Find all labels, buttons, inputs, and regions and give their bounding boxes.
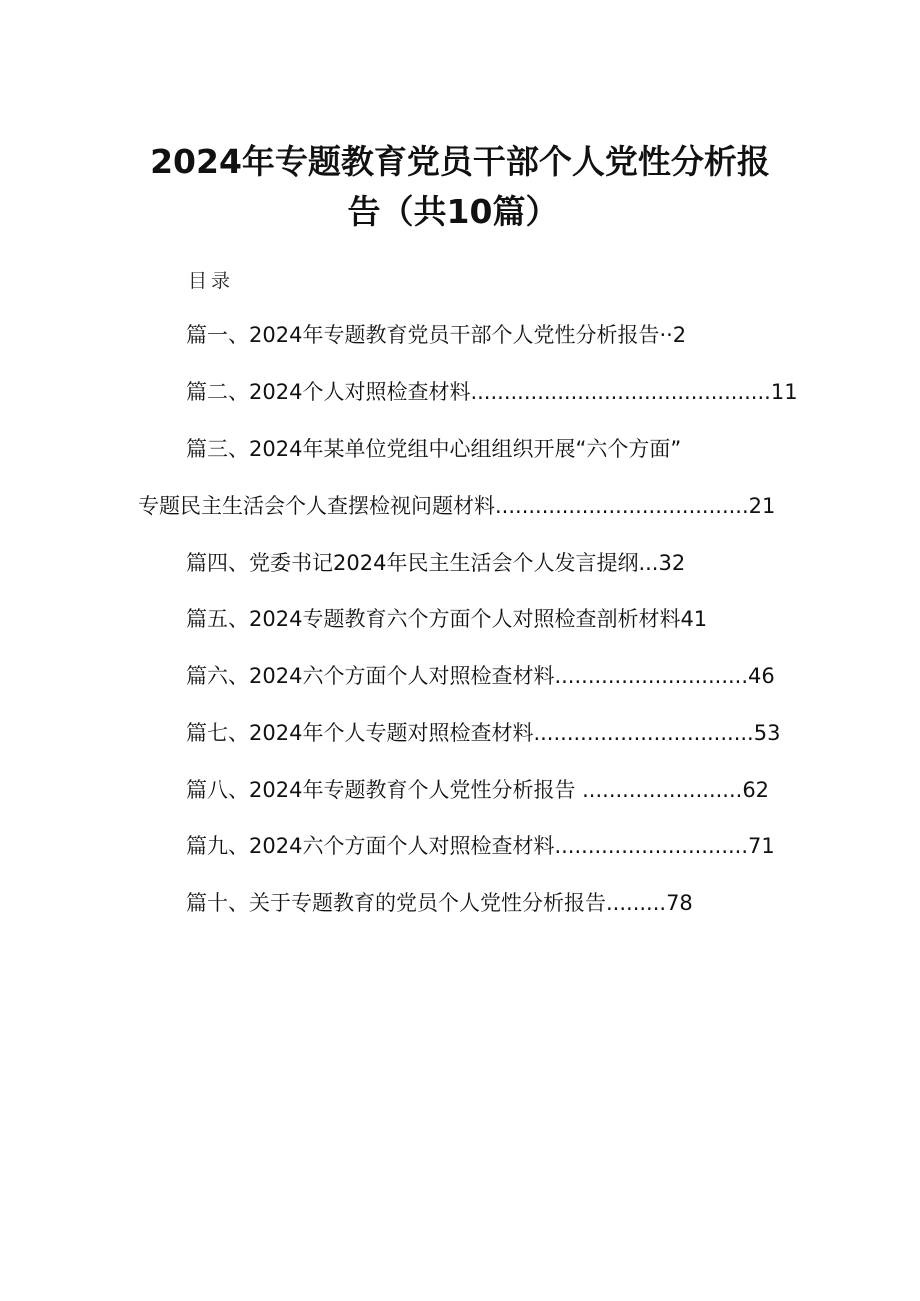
toc-entry-2[interactable]: 篇二、2024个人对照检查材料.............................................11 — [186, 380, 798, 404]
toc-entry-1[interactable]: 篇一、2024年专题教育党员干部个人党性分析报告··2 — [186, 323, 687, 347]
toc-entry-5[interactable]: 篇五、2024专题教育六个方面个人对照检查剖析材料41 — [186, 607, 708, 631]
toc-entry-7[interactable]: 篇七、2024年个人专题对照检查材料.................................53 — [186, 721, 781, 745]
toc-heading: 目录 — [188, 270, 235, 292]
toc-entry-3-line-2[interactable]: 专题民主生活会个人查摆检视问题材料......................................21 — [138, 494, 776, 518]
toc-entry-6[interactable]: 篇六、2024六个方面个人对照检查材料.............................46 — [186, 664, 775, 688]
toc-entry-10[interactable]: 篇十、关于专题教育的党员个人党性分析报告.........78 — [186, 891, 693, 915]
document-title-line-2: 告（共10篇） — [347, 192, 559, 231]
toc-entry-3-line-1[interactable]: 篇三、2024年某单位党组中心组组织开展“六个方面” — [186, 437, 682, 461]
toc-entry-9[interactable]: 篇九、2024六个方面个人对照检查材料.............................71 — [186, 834, 775, 858]
toc-entry-8[interactable]: 篇八、2024年专题教育个人党性分析报告 ........................62 — [186, 778, 770, 802]
document-title-line-1: 2024年专题教育党员干部个人党性分析报 — [150, 142, 770, 181]
toc-entry-4[interactable]: 篇四、党委书记2024年民主生活会个人发言提纲...32 — [186, 551, 686, 575]
